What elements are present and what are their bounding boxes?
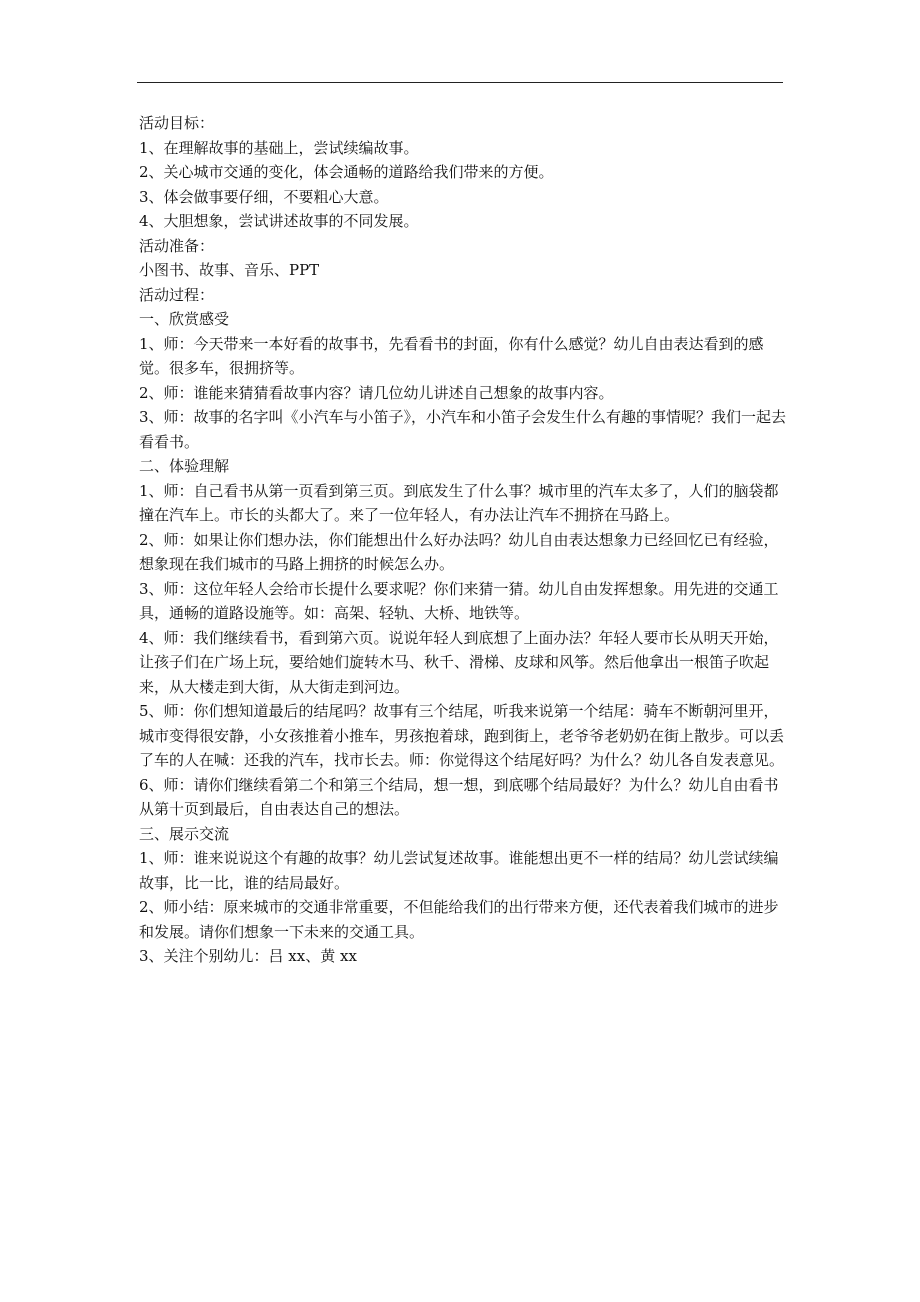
appreciate-step-2: 2、师：谁能来猜猜看故事内容？请几位幼儿讲述自己想象的故事内容。 <box>139 383 614 402</box>
section-heading-process: 活动过程： <box>139 285 215 304</box>
experience-step-1: 1、师：自己看书从第一页看到第三页。到底发生了什么事？城市里的汽车太多了，人们的脑袋都撞在汽车上。市长的头都大了。来了一位年轻人，有办法让汽车不拥挤在马路上。 <box>139 481 779 524</box>
appreciate-step-3: 3、师：故事的名字叫《小汽车与小笛子》，小汽车和小笛子会发生什么有趣的事情呢？我们一起去看看书。 <box>139 408 787 451</box>
subsection-heading-appreciate: 一、欣赏感受 <box>139 310 230 328</box>
experience-step-6: 6、师：请你们继续看第二个和第三个结局，想一想，到底哪个结局最好？为什么？幼儿自由看书从第十页到最后，自由表达自己的想法。 <box>139 775 779 818</box>
section-heading-goals: 活动目标： <box>139 114 215 132</box>
experience-step-4: 4、师：我们继续看书，看到第六页。说说年轻人到底想了上面办法？年轻人要市长从明天开始，让孩子们在广场上玩，要给她们旋转木马、秋千、滑梯、皮球和风筝。然后他拿出一根笛子吹起来，从大楼走到大街，从大街走到河边。 <box>139 628 779 696</box>
share-step-2: 2、师小结：原来城市的交通非常重要，不但能给我们的出行带来方便，还代表着我们城市的进步和发展。请你们想象一下未来的交通工具。 <box>139 898 779 941</box>
goal-item-3: 3、体会做事要仔细，不要粗心大意。 <box>139 187 389 206</box>
experience-step-5: 5、师：你们想知道最后的结尾吗？故事有三个结尾，听我来说第一个结尾：骑车不断朝河里开，城市变得很安静，小女孩推着小推车，男孩抱着球，跑到街上，老爷爷老奶奶在街上散步。可以丢了车的人在喊：还我的汽车，找市长去。师：你觉得这个结尾好吗？为什么？幼儿各自发表意见。 <box>139 702 785 769</box>
experience-step-2: 2、师：如果让你们想办法，你们能想出什么好办法吗？幼儿自由表达想象力已经回忆已有经验，想象现在我们城市的马路上拥挤的时候怎么办。 <box>139 530 779 573</box>
appreciate-step-1: 1、师：今天带来一本好看的故事书，先看看书的封面，你有什么感觉？幼儿自由表达看到的感觉。很多车，很拥挤等。 <box>139 334 764 377</box>
share-step-3: 3、关注个别幼儿：吕 xx、黄 xx <box>139 947 357 965</box>
share-step-1: 1、师：谁来说说这个有趣的故事？幼儿尝试复述故事。谁能想出更不一样的结局？幼儿尝试续编故事，比一比，谁的结局最好。 <box>139 849 779 892</box>
section-heading-preparation: 活动准备： <box>139 236 215 255</box>
document-body <box>139 111 787 969</box>
experience-step-3: 3、师：这位年轻人会给市长提什么要求呢？你们来猜一猜。幼儿自由发挥想象。用先进的交通工具，通畅的道路设施等。如：高架、轻轨、大桥、地铁等。 <box>139 579 779 622</box>
subsection-heading-share: 三、展示交流 <box>139 824 230 843</box>
goal-item-4: 4、大胆想象，尝试讲述故事的不同发展。 <box>139 212 419 230</box>
subsection-heading-experience: 二、体验理解 <box>139 457 230 475</box>
preparation-materials: 小图书、故事、音乐、PPT <box>139 261 320 279</box>
header-rule <box>137 82 783 83</box>
goal-item-1: 1、在理解故事的基础上，尝试续编故事。 <box>139 138 419 157</box>
goal-item-2: 2、关心城市交通的变化，体会通畅的道路给我们带来的方便。 <box>139 163 554 181</box>
